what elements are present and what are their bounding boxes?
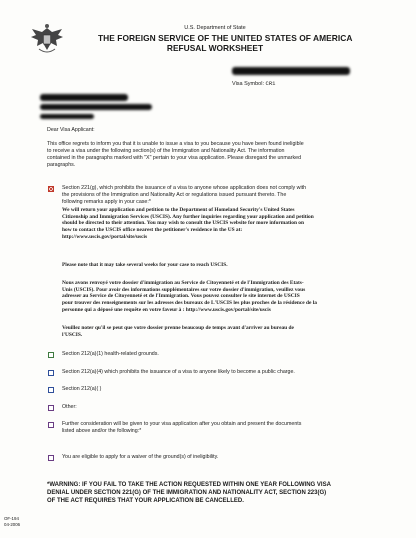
other-checkbox[interactable] (48, 405, 54, 411)
uscis-fr-note-line: Veuillez noter qu'il se peut que votre dossier prenne beaucoup de temps avant d'arriver au bureau de (62, 325, 294, 331)
department-name: U.S. Department of State (184, 25, 246, 31)
form-date: 04-2006 (4, 522, 21, 527)
uscis-english-paragraph (62, 207, 402, 241)
section-212a1-checkbox[interactable] (48, 352, 54, 358)
worksheet-title-line1: THE FOREIGN SERVICE OF THE UNITED STATES OF AMERICA (98, 33, 353, 43)
further-line: listed above and/or the following:* (62, 428, 142, 434)
other-label: Other: (62, 404, 77, 410)
warning-line: *WARNING: IF YOU FAIL TO TAKE THE ACTION REQUESTED WITHIN ONE YEAR FOLLOWING VISA (47, 482, 331, 488)
further-consideration-checkbox[interactable] (48, 422, 54, 428)
warning-line: OF THE ACT REQUIRES THAT YOUR APPLICATION BE CANCELLED. (47, 497, 244, 504)
uscis-english-note: Please note that it may take several weeks for your case to reach USCIS. (62, 262, 228, 268)
uscis-en-line: should be directed to their attention. You may wish to consult the USCIS website for more information on (62, 220, 304, 227)
redacted-address-line-1 (40, 94, 128, 101)
uscis-fr-line: pour trouver des renseignements sur les adresses des bureaux de L'USCIS les plus proches de la résidence de la (62, 300, 317, 307)
section-221g-line: the provisions of the Immigration and Nationality Act or regulations issued pursuant thereto. The (62, 192, 287, 198)
section-221g-line: following remarks apply in your case:* (62, 199, 151, 205)
visa-symbol-value: CR1 (265, 80, 276, 87)
uscis-french-paragraph (62, 280, 404, 314)
section-212a-other-checkbox[interactable] (48, 387, 54, 393)
uscis-fr-line: Nous avons renvoyé votre dossier d'immigration au Service de Citoyenneté et de l'Immigration des Etats- (62, 280, 304, 286)
section-212a4-checkbox[interactable] (48, 370, 54, 376)
warning-line: DENIAL UNDER SECTION 221(G) OF THE IMMIGRATION AND NATIONALITY ACT, SECTION 223(G) (47, 489, 327, 496)
waiver-label: You are eligible to apply for a waiver of the ground(s) of ineligibility. (62, 454, 219, 460)
visa-symbol-label: Visa Symbol: (232, 81, 264, 87)
redacted-name-block (232, 67, 350, 75)
waiver-checkbox[interactable] (48, 455, 54, 461)
cancellation-warning (47, 482, 377, 505)
intro-line: This office regrets to inform you that it is unable to issue a visa to you because you have been found ineligible (47, 141, 304, 147)
uscis-fr-line: adresser au Service de Citoyenneté et de l'Immigration. Vous pouvez consulter le site internet de USCIS (62, 293, 300, 300)
section-221g-checkbox[interactable] (48, 186, 54, 192)
section-212a1-label: Section 212(a)(1) health-related grounds. (62, 351, 159, 357)
intro-line: paragraphs. (47, 162, 76, 168)
worksheet-title-line2: REFUSAL WORKSHEET (166, 43, 264, 53)
uscis-fr-note-line: l'USCIS. (62, 331, 83, 338)
intro-line: contained in the paragraphs marked with "X" pertain to your visa application. Please disregard the unmarked (47, 155, 302, 161)
uscis-french-note (62, 325, 402, 338)
uscis-en-line: how to contact the USCIS office nearest the petitioner's residence in the US at: (62, 227, 243, 234)
section-212a-other-label: Section 212(a)( ) (62, 386, 102, 392)
intro-paragraph (47, 141, 382, 169)
visa-symbol (232, 80, 275, 87)
section-212a4-label: Section 212(a)(4) which prohibits the issuance of a visa to anyone likely to become a public charge. (62, 369, 295, 375)
form-number: OF-194 (4, 516, 19, 521)
x-mark-icon (48, 186, 54, 192)
section-221g-text (62, 185, 392, 206)
redacted-address-line-3 (40, 114, 94, 119)
further-line: Further consideration will be given to your visa application after you obtain and present the documents (62, 421, 302, 427)
redacted-address-line-2 (40, 104, 152, 110)
uscis-fr-line: Unis (USCIS). Pour avoir des informations supplémentaires sur votre dossier d'immigration, veuillez vous (62, 286, 306, 293)
uscis-en-line: Citizenship and Immigration Services (USCIS). Any further inquiries regarding your application and petition (62, 213, 314, 220)
uscis-en-line: http://www.uscis.gov/portal/site/uscis (62, 233, 148, 240)
intro-line: to receive a visa under the following section(s) of the Immigration and Nationality Act. The information (47, 148, 285, 154)
greeting: Dear Visa Applicant: (47, 127, 95, 133)
uscis-fr-line: personne qui a déposé une requête en votre faveur à : http://www.uscis.gov/portal/site/uscis (62, 306, 271, 313)
uscis-en-line: We will return your application and petition to the Department of Homeland Security's United States (62, 207, 295, 213)
further-consideration-text (62, 421, 392, 435)
section-221g-line: Section 221(g), which prohibits the issuance of a visa to anyone whose application does not comply with (62, 185, 307, 191)
